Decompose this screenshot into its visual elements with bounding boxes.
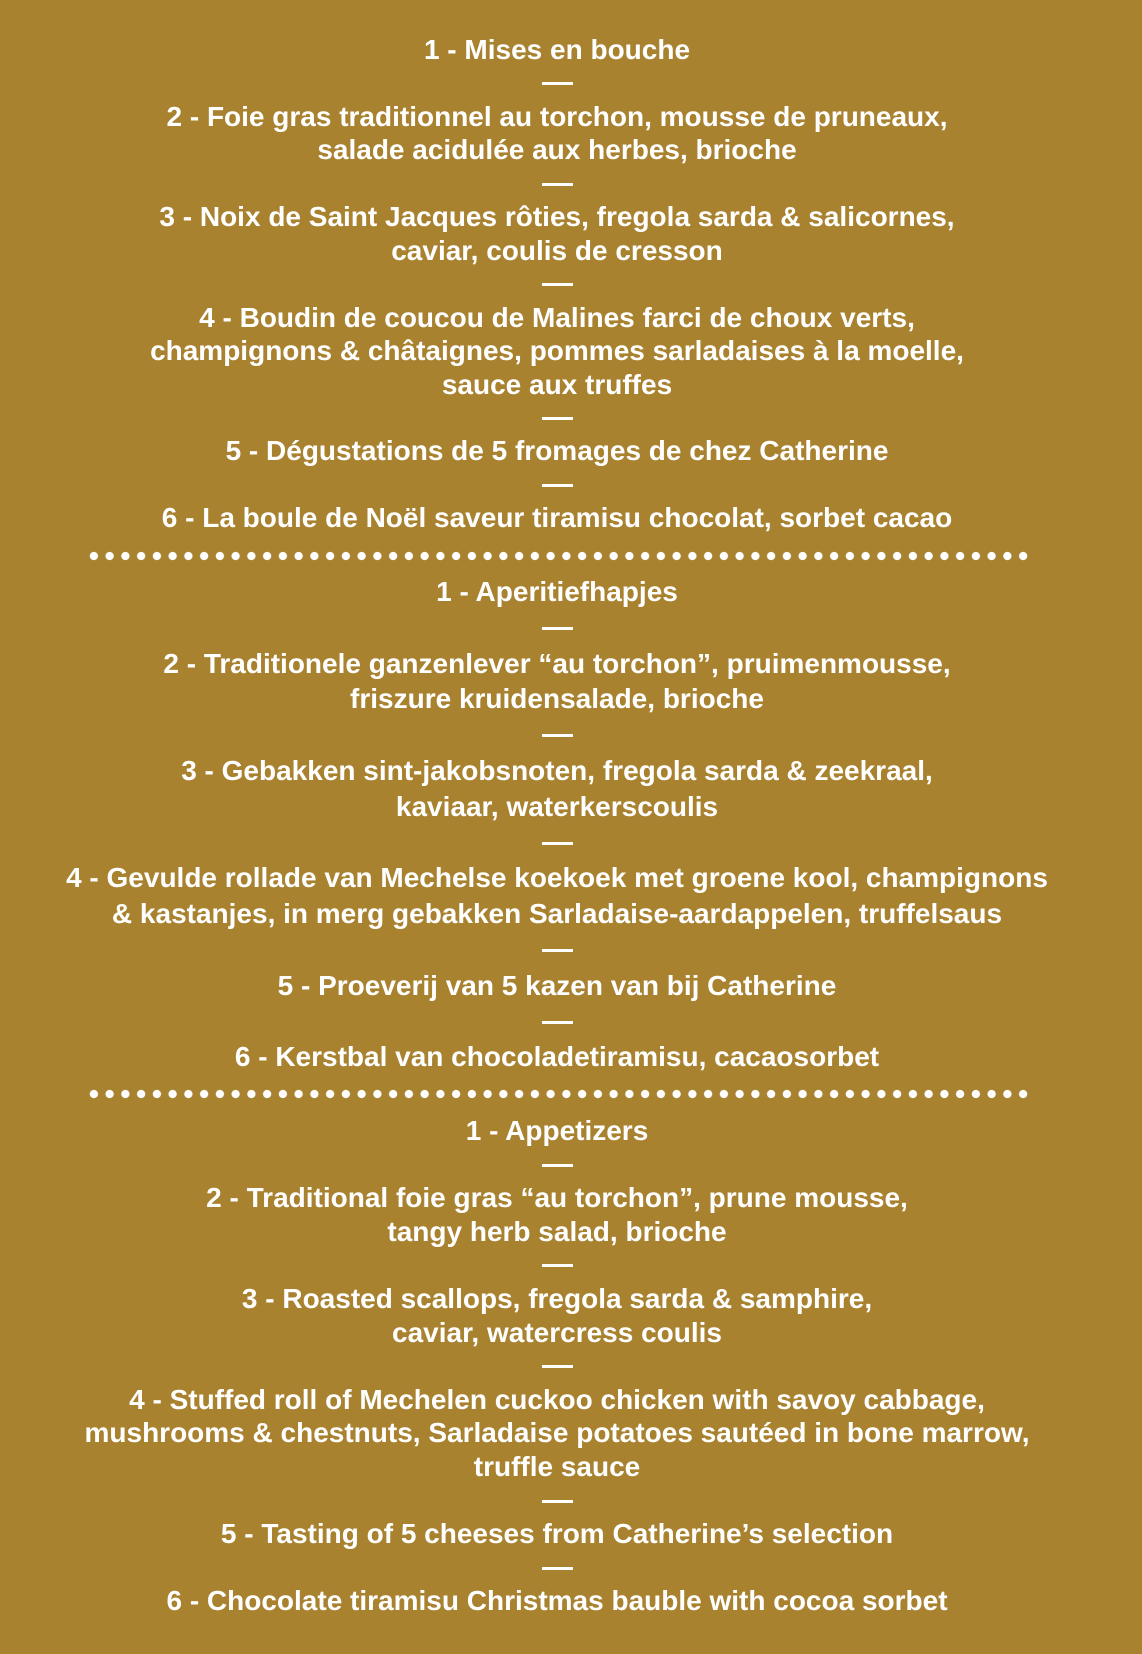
course-separator-dash — [542, 82, 573, 85]
course-line: 4 - Boudin de coucou de Malines farci de choux verts, — [199, 301, 915, 333]
course-line: champignons & châtaignes, pommes sarladaises à la moelle, — [150, 335, 964, 367]
course-separator-dash — [542, 1567, 573, 1570]
course-line: 6 - La boule de Noël saveur tiramisu chocolat, sorbet cacao — [161, 502, 953, 534]
course-separator-dash — [542, 734, 573, 737]
course-line: sauce aux truffes — [441, 368, 673, 400]
course-separator-dash — [542, 283, 573, 286]
course-line: caviar, watercress coulis — [392, 1316, 722, 1348]
course-line: 1 - Mises en bouche — [423, 34, 691, 65]
dotted-section-divider — [86, 551, 1030, 561]
course-line: caviar, coulis de cresson — [391, 234, 723, 266]
course-line: 1 - Appetizers — [465, 1115, 649, 1146]
course-line: 5 - Tasting of 5 cheeses from Catherine’s selection — [220, 1518, 894, 1550]
course-separator-dash — [542, 484, 573, 487]
course-line: & kastanjes, in merg gebakken Sarladaise-aardappelen, truffelsaus — [111, 898, 1003, 930]
course-separator-dash — [542, 1500, 573, 1503]
course-separator-dash — [542, 949, 573, 952]
course-line: 3 - Roasted scallops, fregola sarda & samphire, — [241, 1283, 873, 1314]
course-separator-dash — [542, 627, 573, 630]
course-line: salade acidulée aux herbes, brioche — [317, 134, 797, 166]
dotted-section-divider — [86, 1089, 1030, 1099]
course-line: 4 - Gevulde rollade van Mechelse koekoek met groene kool, champignons — [66, 862, 1048, 894]
course-line: 1 - Aperitiefhapjes — [436, 576, 678, 607]
course-line: 6 - Chocolate tiramisu Christmas bauble with cocoa sorbet — [166, 1585, 948, 1617]
course-separator-dash — [542, 1365, 573, 1368]
course-line: kaviaar, waterkerscoulis — [395, 790, 719, 822]
course-line: tangy herb salad, brioche — [387, 1215, 727, 1247]
course-line: 3 - Noix de Saint Jacques rôties, fregola sarda & salicornes, — [159, 201, 955, 233]
course-line: friszure kruidensalade, brioche — [350, 683, 764, 715]
course-separator-dash — [542, 1264, 573, 1267]
course-line: 6 - Kerstbal van chocoladetiramisu, cacaosorbet — [234, 1041, 880, 1073]
course-line: 2 - Traditionele ganzenlever “au torchon”, pruimenmousse, — [163, 647, 951, 679]
course-separator-dash — [542, 1164, 573, 1167]
course-separator-dash — [542, 842, 573, 845]
course-line: 4 - Stuffed roll of Mechelen cuckoo chicken with savoy cabbage, — [129, 1383, 985, 1415]
course-line: 5 - Dégustations de 5 fromages de chez Catherine — [225, 435, 889, 467]
course-separator-dash — [542, 1021, 573, 1024]
course-line: 2 - Traditional foie gras “au torchon”, prune mousse, — [206, 1182, 908, 1214]
course-line: truffle sauce — [473, 1451, 641, 1482]
course-separator-dash — [542, 183, 573, 186]
course-line: 3 - Gebakken sint-jakobsnoten, fregola sarda & zeekraal, — [181, 755, 933, 786]
course-line: 5 - Proeverij van 5 kazen van bij Catherine — [277, 969, 837, 1001]
course-separator-dash — [542, 417, 573, 420]
course-line: mushrooms & chestnuts, Sarladaise potatoes sautéed in bone marrow, — [84, 1417, 1030, 1449]
course-line: 2 - Foie gras traditionnel au torchon, mousse de pruneaux, — [166, 100, 948, 132]
